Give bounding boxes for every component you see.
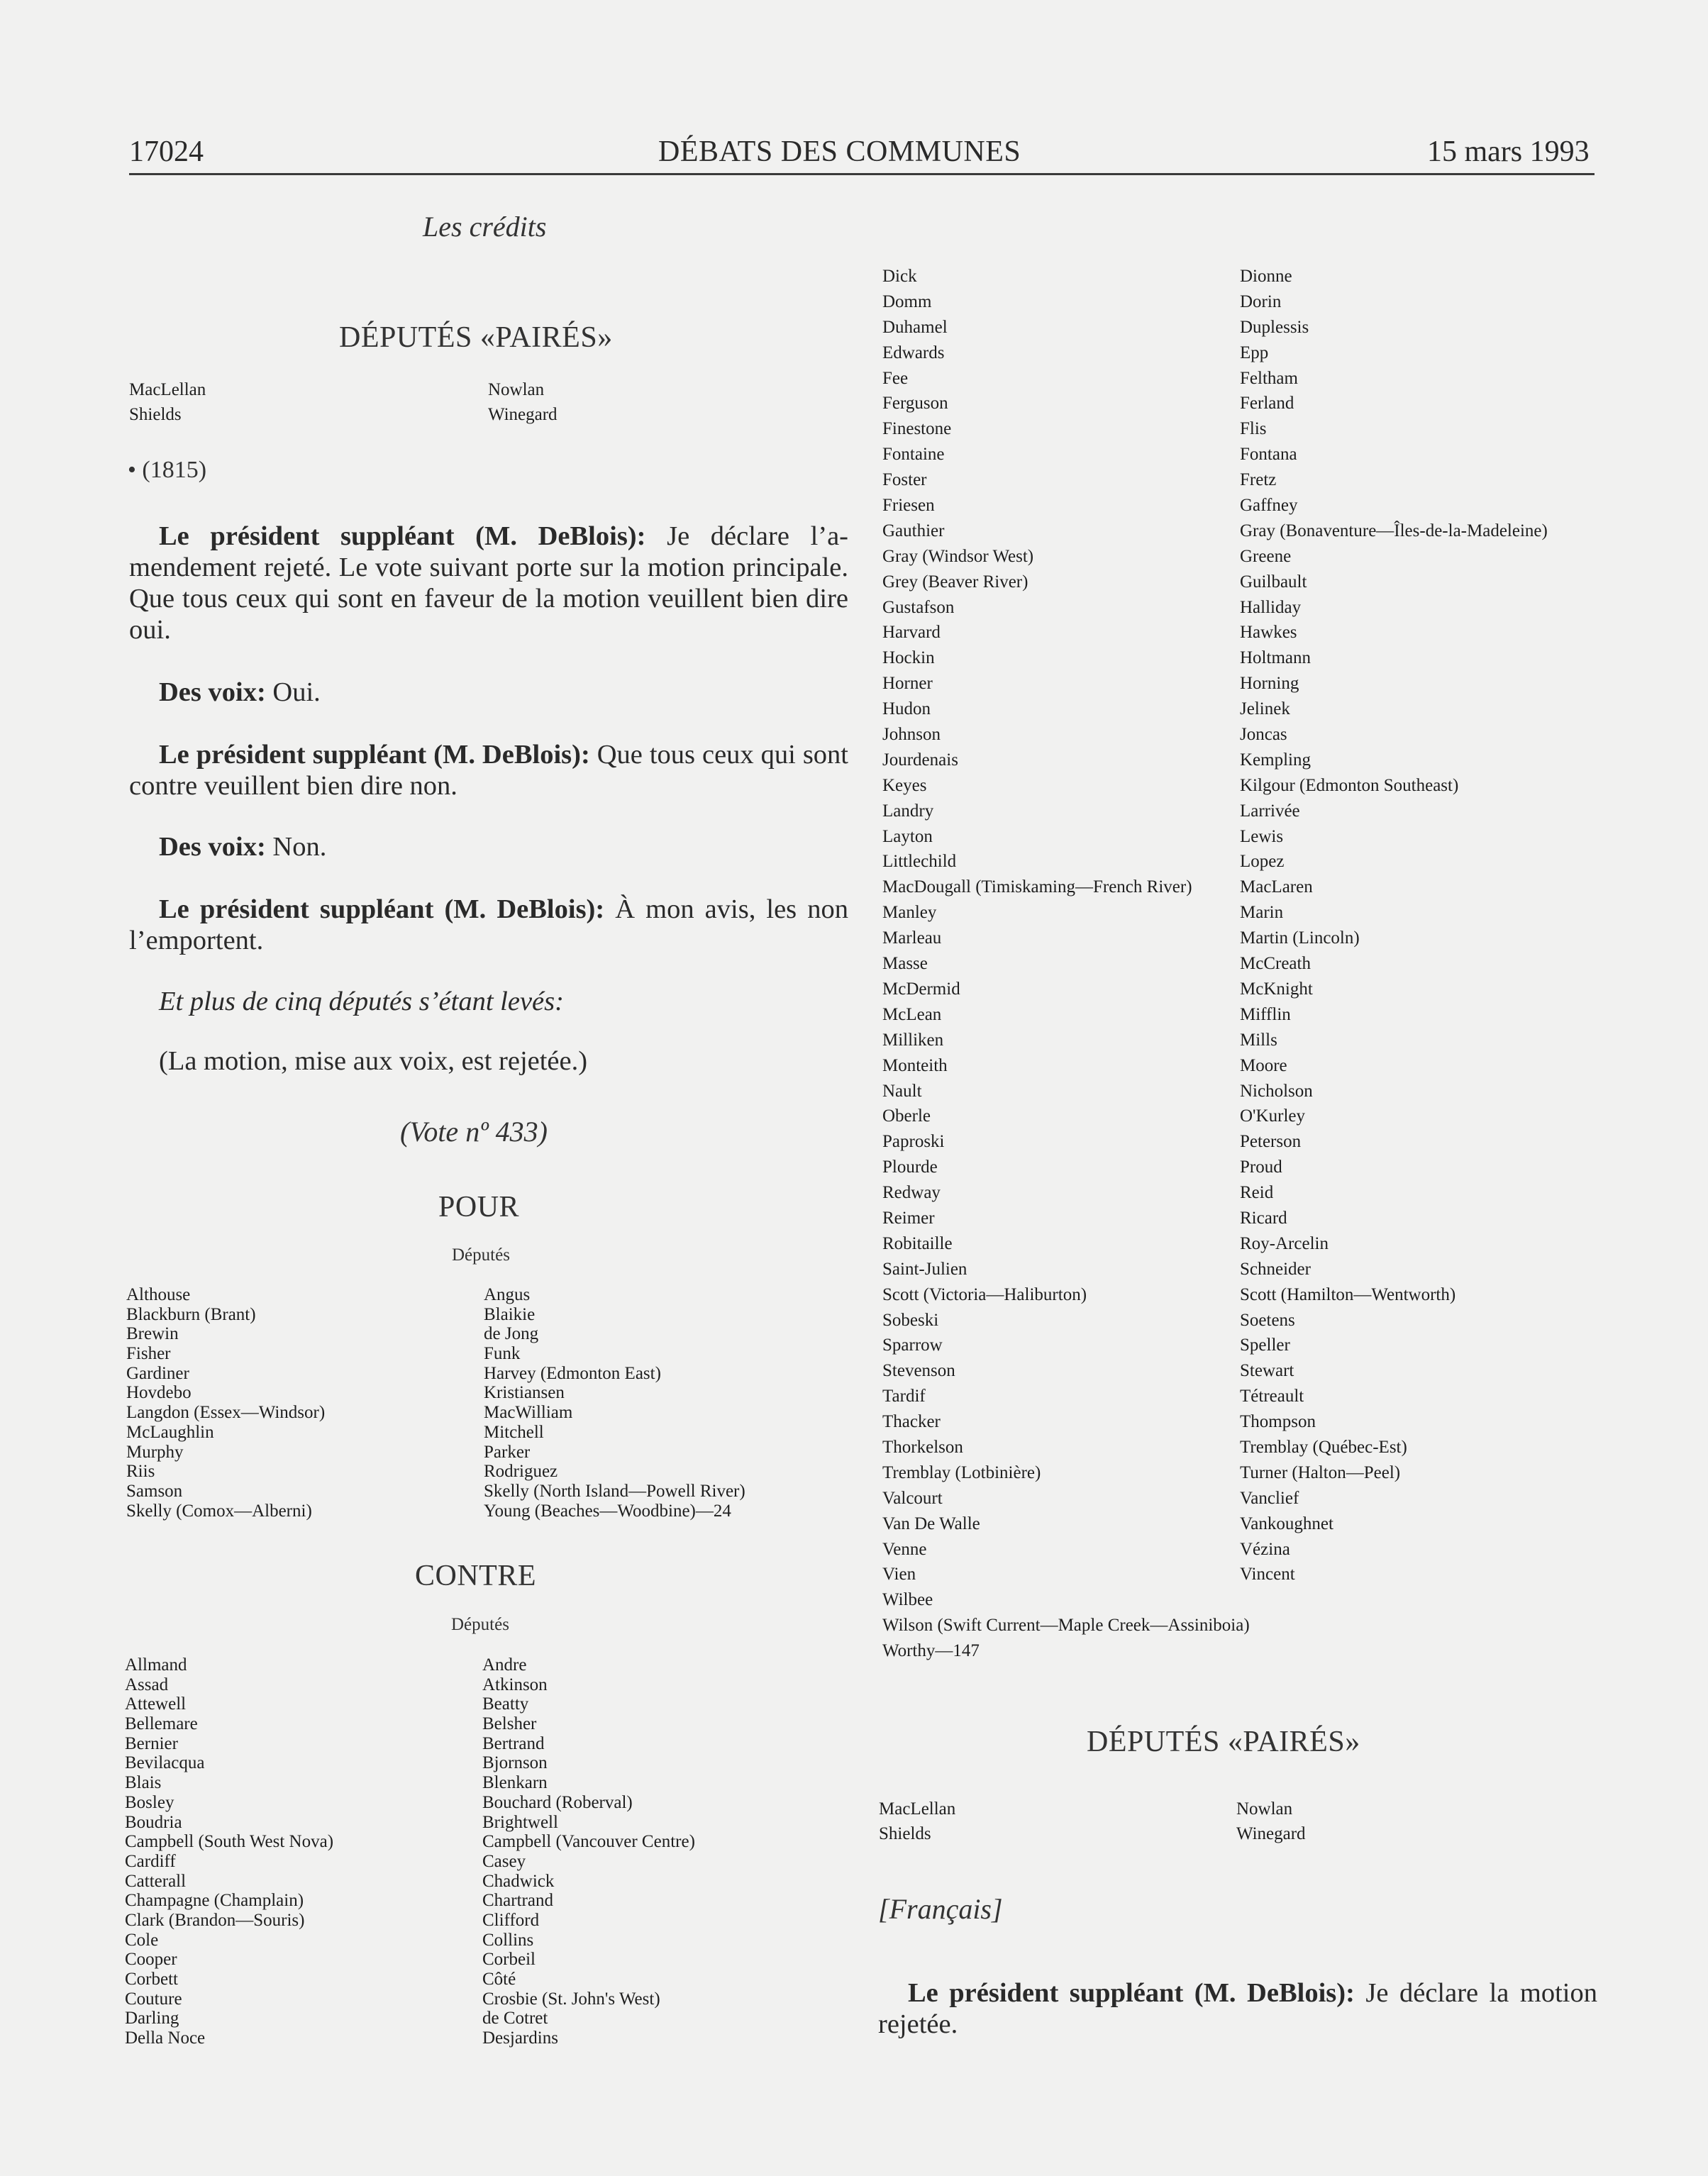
- member-name: Wilson (Swift Current—Maple Creek—Assiniboia): [882, 1616, 1250, 1636]
- speech-paragraph-2: [129, 677, 848, 708]
- member-name: Shields: [129, 405, 182, 424]
- speech-paragraph-4: [129, 831, 848, 862]
- member-name: Gray (Windsor West): [882, 546, 1034, 566]
- member-name: Nicholson: [1240, 1081, 1313, 1101]
- paired-heading-top: DÉPUTÉS «PAIRÉS»: [339, 321, 613, 354]
- speaker-label: Le président suppléant (M. DeBlois):: [159, 740, 590, 770]
- member-name: Stewart: [1240, 1361, 1294, 1381]
- contre-list-col3: [882, 264, 1250, 1664]
- speech-text: Que tous ceux qui sont contre veuillent bien dire non.: [129, 740, 848, 801]
- member-name: Della Noce: [125, 2028, 206, 2048]
- member-name: Collins: [482, 1930, 534, 1950]
- member-name: Duhamel: [882, 317, 948, 337]
- member-name: Fisher: [126, 1344, 171, 1364]
- member-name: Epp: [1240, 343, 1269, 362]
- member-name: Chadwick: [482, 1871, 555, 1891]
- speech-paragraph-1: [129, 521, 848, 645]
- member-name: Scott (Hamilton—Wentworth): [1240, 1284, 1456, 1304]
- member-name: Thacker: [882, 1412, 941, 1432]
- member-name: Murphy: [126, 1442, 184, 1462]
- member-name: Kristiansen: [484, 1383, 565, 1403]
- member-name: Friesen: [882, 496, 935, 516]
- member-name: Kilgour (Edmonton Southeast): [1240, 775, 1459, 795]
- member-name: Harvard: [882, 623, 941, 643]
- member-name: Oberle: [882, 1106, 931, 1126]
- member-name: Milliken: [882, 1030, 944, 1050]
- paired-list-bottom-col2: [1236, 1797, 1577, 1846]
- speaker-label: Le président suppléant (M. DeBlois):: [159, 521, 646, 551]
- member-name: Monteith: [882, 1055, 948, 1075]
- member-name: Riis: [126, 1462, 155, 1482]
- member-name: McCreath: [1240, 954, 1311, 974]
- member-name: Blackburn (Brant): [126, 1304, 256, 1324]
- member-name: Flis: [1240, 419, 1267, 439]
- member-name: Catterall: [125, 1871, 187, 1891]
- member-name: Gardiner: [126, 1363, 189, 1383]
- member-name: de Jong: [484, 1324, 539, 1344]
- pour-heading: POUR: [438, 1191, 520, 1223]
- section-title: Les crédits: [423, 211, 547, 243]
- member-name: Thorkelson: [882, 1437, 963, 1457]
- member-name: Campbell (South West Nova): [125, 1832, 334, 1852]
- pour-list-col1: [126, 1285, 460, 1521]
- member-name: Kempling: [1240, 750, 1311, 770]
- member-name: Bellemare: [125, 1714, 198, 1734]
- member-name: Corbeil: [482, 1950, 536, 1970]
- member-name: Champagne (Champlain): [125, 1891, 304, 1911]
- member-name: Gustafson: [882, 597, 955, 617]
- member-name: Manley: [882, 903, 937, 923]
- member-name: O'Kurley: [1240, 1106, 1305, 1126]
- member-name: Clark (Brandon—Souris): [125, 1910, 305, 1930]
- member-name: Nault: [882, 1081, 922, 1101]
- speaker-label: Des voix:: [159, 677, 266, 707]
- member-name: Johnson: [882, 725, 941, 745]
- member-name: Landry: [882, 801, 934, 821]
- member-name: Reid: [1240, 1183, 1274, 1203]
- member-name: Schneider: [1240, 1259, 1311, 1279]
- header-rule: [129, 173, 1595, 175]
- member-name: Guilbault: [1240, 572, 1307, 592]
- member-name: Reimer: [882, 1208, 935, 1228]
- member-name: Angus: [484, 1285, 531, 1304]
- member-name: Joncas: [1240, 725, 1287, 745]
- member-name: Hockin: [882, 648, 935, 668]
- member-name: Grey (Beaver River): [882, 572, 1028, 592]
- member-name: Ferguson: [882, 394, 948, 413]
- member-name: Darling: [125, 2009, 179, 2028]
- member-name: Tremblay (Lotbinière): [882, 1462, 1041, 1482]
- member-name: Vincent: [1240, 1565, 1295, 1584]
- member-name: Littlechild: [882, 852, 957, 872]
- paired-heading-bottom: DÉPUTÉS «PAIRÉS»: [1087, 1726, 1360, 1758]
- member-name: Speller: [1240, 1336, 1290, 1355]
- member-name: Edwards: [882, 343, 945, 362]
- member-name: Finestone: [882, 419, 952, 439]
- time-marker: • (1815): [128, 457, 207, 483]
- member-name: Clifford: [482, 1910, 540, 1930]
- member-name: de Cotret: [482, 2009, 548, 2028]
- member-name: Shields: [879, 1824, 931, 1843]
- member-name: Brewin: [126, 1324, 179, 1344]
- member-name: Bjornson: [482, 1753, 548, 1773]
- member-name: Vanclief: [1240, 1488, 1299, 1508]
- paired-list-top-col2: [488, 377, 828, 427]
- motion-result: (La motion, mise aux voix, est rejetée.): [159, 1046, 588, 1076]
- member-name: Turner (Halton—Peel): [1240, 1462, 1401, 1482]
- member-name: Atkinson: [482, 1675, 548, 1694]
- speech-text: Oui.: [265, 677, 321, 707]
- member-name: Bosley: [125, 1792, 174, 1812]
- member-name: MacLellan: [129, 380, 206, 399]
- member-name: Sobeski: [882, 1310, 939, 1330]
- speech-text: Je déclare la motion rejetée.: [878, 1978, 1597, 2039]
- member-name: Assad: [125, 1675, 169, 1694]
- member-name: Hovdebo: [126, 1383, 192, 1403]
- member-name: Fee: [882, 368, 909, 388]
- member-name: Robitaille: [882, 1233, 953, 1253]
- speech-text: À mon avis, les non l’emportent.: [129, 894, 848, 955]
- member-name: Jelinek: [1240, 699, 1290, 719]
- contre-list-col2: [482, 1655, 851, 2048]
- member-name: Tremblay (Québec-Est): [1240, 1437, 1407, 1457]
- member-name: MacLellan: [879, 1799, 956, 1819]
- member-name: MacDougall (Timiskaming—French River): [882, 877, 1192, 897]
- member-name: Domm: [882, 292, 932, 311]
- member-name: Lopez: [1240, 852, 1285, 872]
- member-name: Van De Walle: [882, 1514, 980, 1533]
- member-name: Masse: [882, 954, 928, 974]
- member-name: Venne: [882, 1539, 927, 1559]
- page-number: 17024: [129, 135, 204, 168]
- member-name: Gray (Bonaventure—Îles-de-la-Madeleine): [1240, 521, 1548, 540]
- member-name: Worthy—147: [882, 1641, 980, 1661]
- member-name: Dionne: [1240, 267, 1292, 286]
- member-name: Nowlan: [1236, 1799, 1293, 1819]
- member-name: Valcourt: [882, 1488, 943, 1508]
- member-name: Lewis: [1240, 826, 1284, 846]
- member-name: Scott (Victoria—Haliburton): [882, 1284, 1087, 1304]
- member-name: Hawkes: [1240, 623, 1297, 643]
- page-date: 15 mars 1993: [1427, 135, 1590, 168]
- language-marker: [Français]: [878, 1893, 1003, 1925]
- contre-subheading: Députés: [451, 1615, 509, 1634]
- member-name: Gauthier: [882, 521, 945, 540]
- member-name: Crosbie (St. John's West): [482, 1989, 660, 2009]
- member-name: MacWilliam: [484, 1403, 573, 1423]
- member-name: Parker: [484, 1442, 531, 1462]
- member-name: Brightwell: [482, 1812, 558, 1832]
- member-name: Sparrow: [882, 1336, 943, 1355]
- member-name: Mills: [1240, 1030, 1277, 1050]
- member-name: Ferland: [1240, 394, 1294, 413]
- speech-paragraph-5: [129, 894, 848, 956]
- member-name: Paproski: [882, 1132, 945, 1152]
- member-name: Casey: [482, 1851, 526, 1871]
- member-name: Gaffney: [1240, 496, 1298, 516]
- member-name: Dick: [882, 267, 917, 286]
- member-name: Horner: [882, 674, 933, 694]
- member-name: Duplessis: [1240, 317, 1309, 337]
- speech-paragraph-3: [129, 739, 848, 801]
- member-name: Feltham: [1240, 368, 1298, 388]
- member-name: Tardif: [882, 1387, 926, 1406]
- contre-list-col4: [1240, 264, 1595, 1587]
- member-name: Soetens: [1240, 1310, 1295, 1330]
- vote-number: (Vote nº 433): [400, 1116, 548, 1148]
- member-name: Thompson: [1240, 1412, 1316, 1432]
- member-name: Roy-Arcelin: [1240, 1233, 1329, 1253]
- member-name: Rodriguez: [484, 1462, 558, 1482]
- speech-text: Je déclare l’a-mendement rejeté. Le vote suivant porte sur la motion principale. Que tous ceux qui sont en faveur de la motion veuillent bien dire oui.: [129, 521, 848, 645]
- member-name: Horning: [1240, 674, 1299, 694]
- member-name: Marin: [1240, 903, 1284, 923]
- speaker-label: Le président suppléant (M. DeBlois):: [159, 894, 605, 924]
- member-name: Harvey (Edmonton East): [484, 1363, 661, 1383]
- member-name: Allmand: [125, 1655, 187, 1675]
- speech-text: Non.: [265, 832, 327, 862]
- pour-list-col2: [484, 1285, 853, 1521]
- member-name: Blais: [125, 1773, 162, 1793]
- page-title: DÉBATS DES COMMUNES: [658, 135, 1021, 168]
- member-name: Blenkarn: [482, 1773, 548, 1793]
- member-name: Wilbee: [882, 1590, 933, 1610]
- member-name: Chartrand: [482, 1891, 553, 1911]
- member-name: Skelly (Comox—Alberni): [126, 1501, 312, 1521]
- member-name: Fretz: [1240, 470, 1277, 490]
- member-name: Tétreault: [1240, 1387, 1304, 1406]
- member-name: Winegard: [1236, 1824, 1306, 1843]
- member-name: Peterson: [1240, 1132, 1302, 1152]
- member-name: Redway: [882, 1183, 941, 1203]
- stage-direction: Et plus de cinq députés s’étant levés:: [159, 987, 564, 1016]
- member-name: Andre: [482, 1655, 527, 1675]
- member-name: Boudria: [125, 1812, 182, 1832]
- member-name: Proud: [1240, 1158, 1282, 1177]
- member-name: Martin (Lincoln): [1240, 928, 1360, 948]
- member-name: Mitchell: [484, 1422, 544, 1442]
- member-name: Campbell (Vancouver Centre): [482, 1832, 695, 1852]
- member-name: Bernier: [125, 1733, 178, 1753]
- contre-heading: CONTRE: [415, 1560, 536, 1592]
- member-name: Cooper: [125, 1950, 177, 1970]
- paired-list-top-col1: [129, 377, 470, 427]
- member-name: Belsher: [482, 1714, 537, 1734]
- member-name: Bevilacqua: [125, 1753, 205, 1773]
- member-name: Moore: [1240, 1055, 1287, 1075]
- speaker-label: Le président suppléant (M. DeBlois):: [908, 1978, 1355, 2008]
- member-name: Holtmann: [1240, 648, 1311, 668]
- member-name: Funk: [484, 1344, 521, 1364]
- member-name: Althouse: [126, 1285, 191, 1304]
- member-name: Ricard: [1240, 1208, 1287, 1228]
- member-name: Fontana: [1240, 445, 1297, 465]
- member-name: Vézina: [1240, 1539, 1290, 1559]
- member-name: MacLaren: [1240, 877, 1313, 897]
- member-name: Winegard: [488, 405, 558, 424]
- member-name: Cardiff: [125, 1851, 176, 1871]
- member-name: Bertrand: [482, 1733, 545, 1753]
- member-name: Halliday: [1240, 597, 1302, 617]
- member-name: Bouchard (Roberval): [482, 1792, 633, 1812]
- member-name: Hudon: [882, 699, 931, 719]
- member-name: Saint-Julien: [882, 1259, 967, 1279]
- speech-paragraph-final: [878, 1977, 1597, 2040]
- member-name: Langdon (Essex—Windsor): [126, 1403, 326, 1423]
- member-name: Attewell: [125, 1694, 187, 1714]
- member-name: Desjardins: [482, 2028, 558, 2048]
- member-name: Couture: [125, 1989, 182, 2009]
- member-name: Jourdenais: [882, 750, 958, 770]
- member-name: Mifflin: [1240, 1004, 1291, 1024]
- speaker-label: Des voix:: [159, 832, 266, 862]
- contre-list-col1: [125, 1655, 458, 2048]
- member-name: Skelly (North Island—Powell River): [484, 1481, 745, 1501]
- member-name: Dorin: [1240, 292, 1282, 311]
- member-name: McLaughlin: [126, 1422, 214, 1442]
- member-name: McDermid: [882, 979, 960, 999]
- member-name: Young (Beaches—Woodbine)—24: [484, 1501, 731, 1521]
- member-name: Keyes: [882, 775, 927, 795]
- member-name: Fontaine: [882, 445, 945, 465]
- pour-subheading: Députés: [452, 1245, 510, 1265]
- member-name: Corbett: [125, 1970, 178, 1989]
- member-name: Beatty: [482, 1694, 529, 1714]
- member-name: Vankoughnet: [1240, 1514, 1333, 1533]
- member-name: Foster: [882, 470, 927, 490]
- member-name: Larrivée: [1240, 801, 1300, 821]
- member-name: McKnight: [1240, 979, 1313, 999]
- member-name: Cole: [125, 1930, 159, 1950]
- member-name: Nowlan: [488, 380, 545, 399]
- member-name: Stevenson: [882, 1361, 955, 1381]
- member-name: Blaikie: [484, 1304, 536, 1324]
- member-name: Samson: [126, 1481, 183, 1501]
- paired-list-bottom-col1: [879, 1797, 1219, 1846]
- member-name: Marleau: [882, 928, 942, 948]
- member-name: Vien: [882, 1565, 916, 1584]
- member-name: McLean: [882, 1004, 942, 1024]
- member-name: Greene: [1240, 546, 1292, 566]
- member-name: Plourde: [882, 1158, 938, 1177]
- member-name: Layton: [882, 826, 933, 846]
- member-name: Côté: [482, 1970, 516, 1989]
